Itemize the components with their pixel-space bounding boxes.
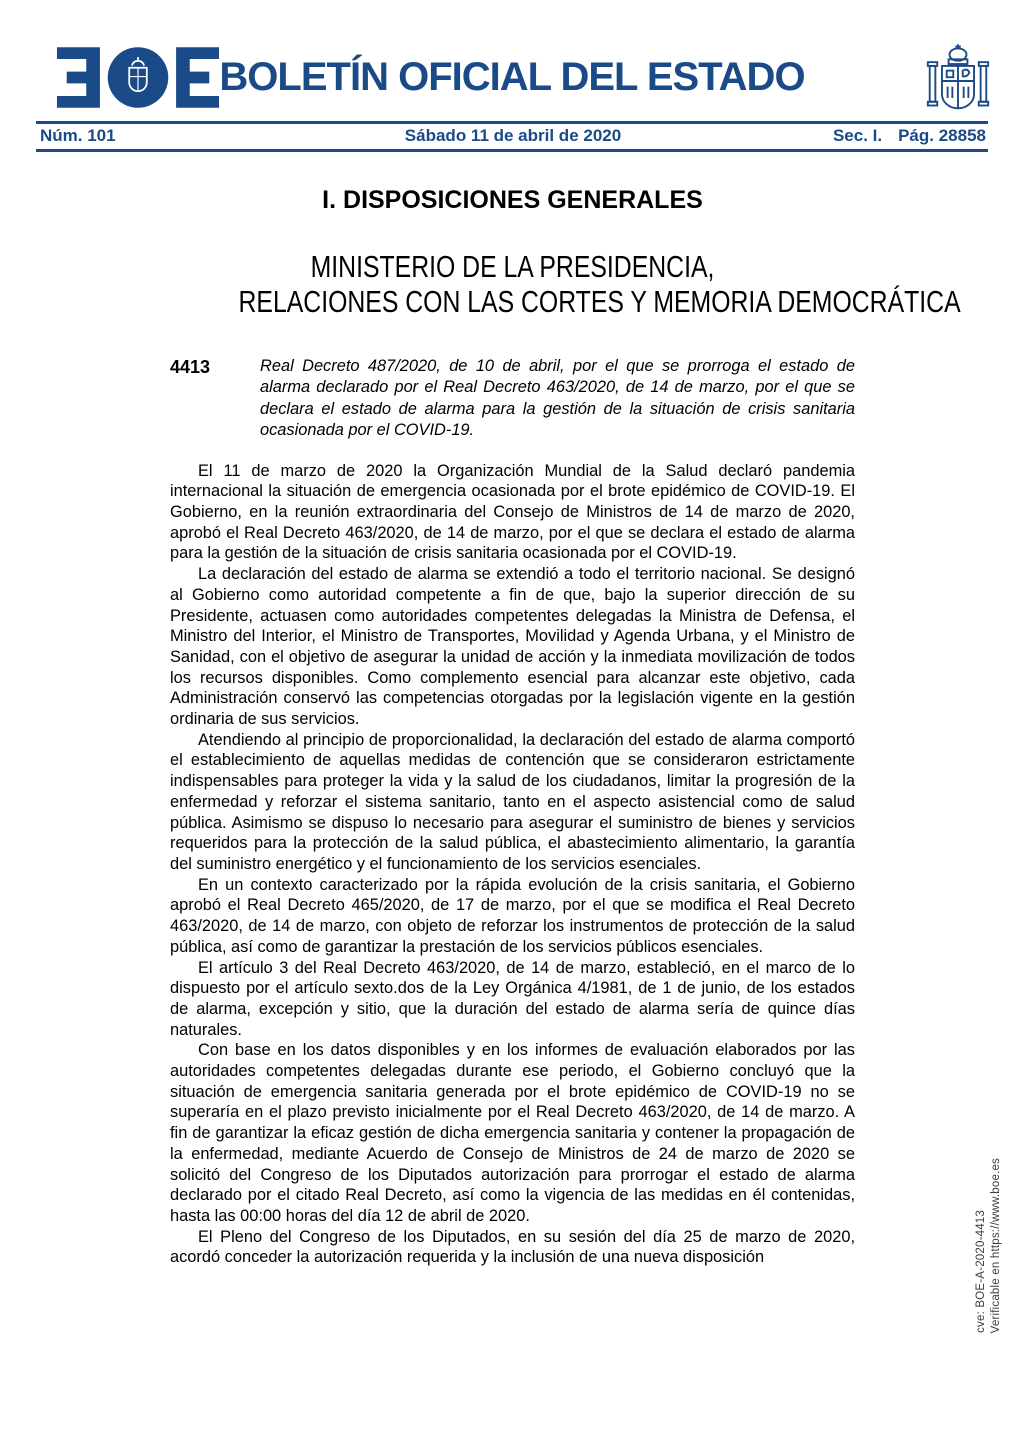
body-paragraph: El artículo 3 del Real Decreto 463/2020, de 14 de marzo, estableció, en el marco de lo dispuesto por el artículo sexto.dos de la Ley Orgánica 4/1981, de 1 de junio, de los estados de alarma, excepción y sitio, que la duración del estado de alarma sería de quince días naturales.: [170, 958, 855, 1039]
body-paragraph: Atendiendo al principio de proporcionalidad, la declaración del estado de alarma comportó el establecimiento de aquellas medidas de contención que se consideraron estrictamente indispensables para proteger la vida y la salud de los ciudadanos, limitar la progresión de la enfermedad y reforzar el sistema sanitario, tanto en el aspecto asistencial como de salud pública. Asimismo se dispuso lo necesario para asegurar el suministro de bienes y servicios requeridos para la protección de la salud pública, el abastecimiento alimentario, la garantía del suministro energético y el funcionamiento de los servicios esenciales.: [170, 730, 855, 873]
decree-item-number: 4413: [170, 357, 211, 377]
ministry-heading-line: MINISTERIO DE LA PRESIDENCIA,: [310, 249, 715, 284]
body-paragraph: El 11 de marzo de 2020 la Organización Mundial de la Salud declaró pandemia internacional la situación de emergencia ocasionada por el brote epidémico de COVID-19. El Gobierno, en la reunión extraordinaria del Consejo de Ministros de 14 de marzo de 2020, aprobó el Real Decreto 463/2020, de 14 de marzo, por el que se declara el estado de alarma para la gestión de la situación de crisis sanitaria ocasionada por el COVID-19.: [170, 461, 855, 563]
issue-date: Sábado 11 de abril de 2020: [404, 126, 622, 145]
header-rule-top: [36, 121, 988, 124]
ministry-heading-line: RELACIONES CON LAS CORTES Y MEMORIA DEMOCRÁTICA: [238, 284, 961, 319]
decree-item-summary: Real Decreto 487/2020, de 10 de abril, por el que se prorroga el estado de alarma declarado por el Real Decreto 463/2020, de 14 de marzo, por el que se declara el estado de alarma para la gestión de la situación de crisis sanitaria ocasionada por el COVID-19.: [260, 357, 855, 440]
body-paragraph: Con base en los datos disponibles y en los informes de evaluación elaborados por las autoridades competentes delegadas durante ese periodo, el Gobierno concluyó que la situación de emergencia sanitaria generada por el brote epidémico de COVID-19 no se superaría en el plazo previsto inicialmente por el Real Decreto 463/2020, de 14 de marzo. A fin de garantizar la eficaz gestión de dicha emergencia sanitaria y contener la propagación de la enfermedad, mediante Acuerdo de Consejo de Ministros de 24 de marzo de 2020 se solicitó del Congreso de los Diputados autorización para prorrogar el estado de alarma declarado por el citado Real Decreto, así como la vigencia de las medidas en él contenidas, hasta las 00:00 horas del día 12 de abril de 2020.: [170, 1041, 855, 1225]
decree-body: [170, 461, 855, 1268]
masthead: [0, 0, 1024, 155]
vertical-verification-meta: [975, 1158, 1002, 1333]
ministry-heading: [170, 249, 961, 319]
body-paragraph: El Pleno del Congreso de los Diputados, en su sesión del día 25 de marzo de 2020, acordó conceder la autorización requerida y la inclusión de una nueva disposición: [170, 1227, 855, 1267]
page-number: Pág. 28858: [898, 126, 986, 145]
spain-coat-of-arms-icon: [925, 42, 991, 120]
decree-item: [170, 356, 855, 442]
cve-code: cve: BOE-A-2020-4413: [975, 1210, 987, 1333]
verification-note: Verificable en https://www.boe.es: [990, 1157, 1002, 1333]
masthead-title: BOLETÍN OFICIAL DEL ESTADO: [219, 55, 805, 99]
section-heading: I. DISPOSICIONES GENERALES: [322, 186, 703, 214]
issue-number: Núm. 101: [40, 126, 116, 145]
header-meta-row: [40, 126, 986, 148]
body-paragraph: En un contexto caracterizado por la rápida evolución de la crisis sanitaria, el Gobierno aprobó el Real Decreto 465/2020, de 17 de marzo, por el que se modifica el Real Decreto 463/2020, de 14 de marzo, con objeto de reforzar los instrumentos de protección de la salud pública, así como de garantizar la prestación de los servicios públicos esenciales.: [170, 875, 855, 956]
document-content: [170, 186, 961, 1268]
section-and-page: [833, 126, 986, 146]
section-label: Sec. I.: [832, 126, 883, 145]
body-paragraph: La declaración del estado de alarma se extendió a todo el territorio nacional. Se designó al Gobierno como autoridad competente a fin de que, bajo la superior dirección de su Presidente, actuasen como autoridades competentes delegadas la Ministra de Defensa, el Ministro del Interior, el Ministro de Transportes, Movilidad y Agenda Urbana, y el Ministro de Sanidad, con el objetivo de asegurar la unidad de acción y la inmediata movilización de todos los recursos disponibles. Como complemento esencial para alcanzar este objetivo, cada Administración conservó las competencias otorgadas por la legislación vigente en la gestión ordinaria de sus servicios.: [170, 565, 855, 729]
header-rule-bottom: [36, 149, 988, 152]
